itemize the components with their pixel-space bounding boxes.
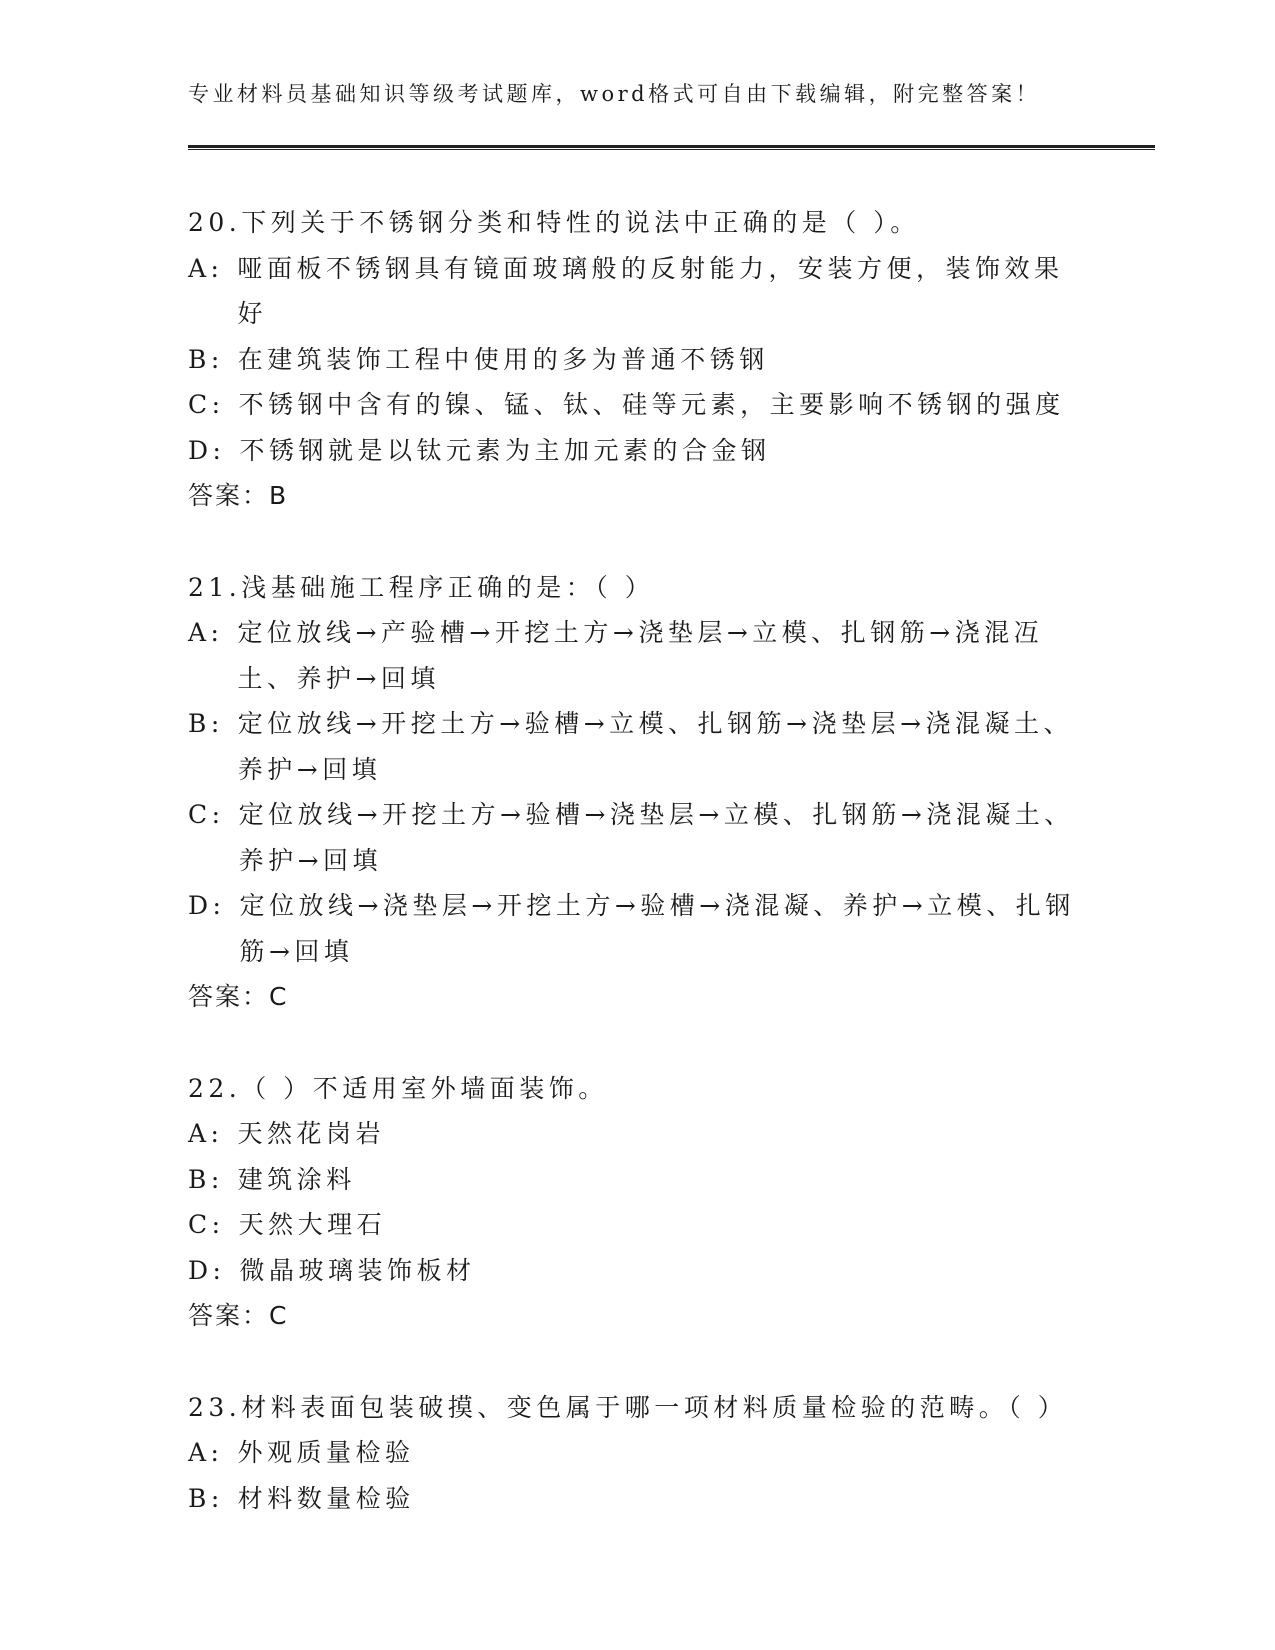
option-d	[188, 883, 1088, 974]
option-letter: B:	[188, 1483, 224, 1513]
option-text: 定位放线→开挖土方→验槽→立模、扎钢筋→浇垫层→浇混凝土、养护→回填	[237, 709, 1074, 784]
option-b	[188, 337, 1088, 383]
option-letter: B:	[188, 1164, 224, 1194]
answer-line: 答案：C	[188, 1301, 289, 1330]
option-a	[188, 1430, 1088, 1476]
option-letter: A:	[188, 1119, 224, 1148]
question-list	[188, 200, 1088, 1567]
option-letter: C:	[188, 800, 225, 829]
header-divider	[188, 145, 1155, 150]
option-text: 定位放线→浇垫层→开挖土方→验槽→浇混凝、养护→立模、扎钢筋→回填	[239, 891, 1075, 966]
option-text: 定位放线→开挖土方→验槽→浇垫层→立模、扎钢筋→浇混凝土、养护→回填	[238, 800, 1074, 875]
option-c	[188, 792, 1088, 883]
option-text: 在建筑装饰工程中使用的多为普通不锈钢	[237, 344, 769, 374]
option-letter: B:	[188, 344, 224, 374]
option-a	[188, 246, 1088, 337]
option-a	[188, 610, 1088, 701]
question-stem: 20.下列关于不锈钢分类和特性的说法中正确的是（ ）。	[188, 208, 920, 237]
question-23	[188, 1385, 1088, 1522]
option-b	[188, 1157, 1088, 1203]
answer-line: 答案：B	[188, 481, 289, 510]
option-d	[188, 428, 1088, 474]
option-text: 材料数量检验	[237, 1483, 415, 1513]
option-letter: D:	[188, 1255, 226, 1285]
question-stem: 23.材料表面包装破摸、变色属于哪一项材料质量检验的范畴。（ ）	[188, 1392, 1068, 1422]
option-c	[188, 1202, 1088, 1248]
question-20	[188, 200, 1088, 519]
option-letter: A:	[188, 1438, 224, 1467]
option-c	[188, 382, 1088, 428]
option-text: 不锈钢中含有的镍、锰、钛、硅等元素，主要影响不锈钢的强度	[238, 390, 1065, 419]
option-b	[188, 701, 1088, 792]
option-letter: D:	[188, 891, 226, 920]
option-text: 天然花岗岩	[237, 1119, 385, 1148]
question-stem: 21.浅基础施工程序正确的是：（ ）	[188, 572, 655, 602]
question-22	[188, 1066, 1088, 1339]
option-a	[188, 1111, 1088, 1157]
question-21	[188, 565, 1088, 1020]
option-letter: C:	[188, 1210, 225, 1239]
option-d	[188, 1248, 1088, 1294]
option-letter: A:	[188, 618, 224, 647]
answer-line: 答案：C	[188, 982, 289, 1011]
question-stem: 22.（ ）不适用室外墙面装饰。	[188, 1073, 608, 1103]
header-title: 专业材料员基础知识等级考试题库，word格式可自由下载编辑，附完整答案！	[188, 82, 1041, 106]
option-text: 天然大理石	[238, 1210, 387, 1239]
option-text: 哑面板不锈钢具有镜面玻璃般的反射能力，安装方便，装饰效果好	[237, 253, 1064, 328]
option-b	[188, 1476, 1088, 1522]
option-letter: C:	[188, 390, 225, 419]
option-text: 建筑涂料	[237, 1164, 356, 1194]
option-letter: B:	[188, 709, 224, 738]
option-text: 定位放线→产验槽→开挖土方→浇垫层→立模、扎钢筋→浇混冱土、养护→回填	[237, 618, 1044, 693]
option-text: 外观质量检验	[237, 1438, 415, 1467]
option-letter: A:	[188, 253, 224, 283]
option-text: 不锈钢就是以钛元素为主加元素的合金钢	[239, 435, 771, 465]
option-letter: D:	[188, 435, 226, 465]
option-text: 微晶玻璃装饰板材	[239, 1255, 476, 1285]
